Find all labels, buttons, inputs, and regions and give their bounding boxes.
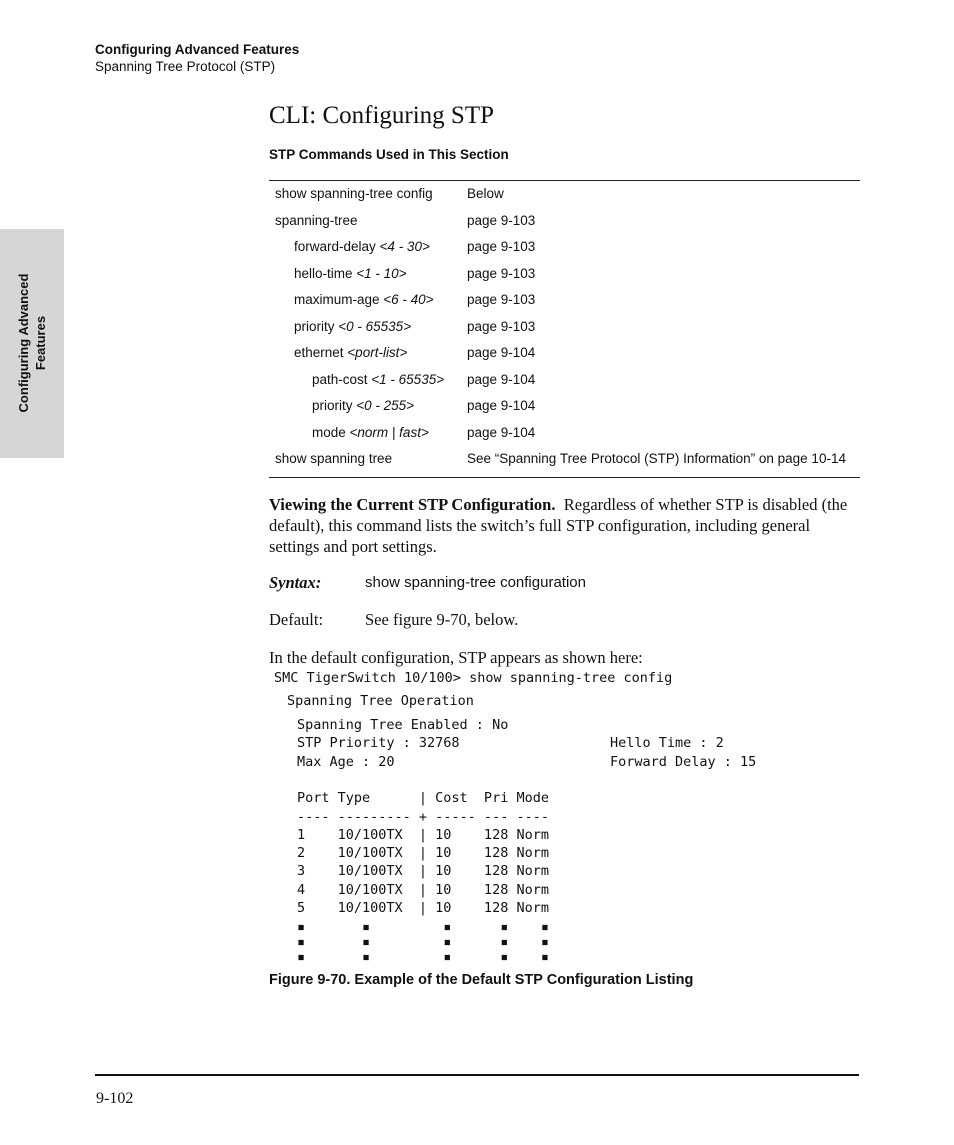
page-ref-cell: page 9-104 [467, 371, 536, 387]
page-ref-cell: page 9-103 [467, 212, 536, 228]
side-tab-text [15, 274, 49, 413]
command-name: maximum-age [294, 292, 384, 307]
command-cell [312, 425, 429, 440]
command-argument: <norm | fast> [349, 424, 429, 440]
cli-heading: Spanning Tree Operation [287, 693, 474, 709]
chapter-title: Configuring Advanced Features [95, 42, 300, 57]
table-row [269, 448, 860, 475]
command-cell [275, 451, 392, 466]
section-title: Spanning Tree Protocol (STP) [95, 59, 276, 74]
cli-ellipsis-row: ▪ ▪ ▪ ▪ ▪ [297, 934, 549, 950]
figure-caption: Figure 9-70. Example of the Default STP Configuration Listing [269, 972, 694, 988]
syntax-line [269, 573, 586, 593]
command-argument: <6 - 40> [383, 292, 434, 307]
command-name: priority [294, 318, 339, 334]
paragraph-body: Regardless of whether STP is disabled (the default), this command lists the switch’s full STP configuration, including general settings and port settings. [269, 495, 848, 556]
command-name: forward-delay [294, 239, 380, 254]
default-value: See figure 9-70, below. [365, 610, 519, 629]
default-label: Default: [269, 610, 324, 629]
command-cell [312, 372, 444, 387]
run-in-heading: Viewing the Current STP Configuration. [269, 495, 556, 514]
syntax-label: Syntax: [269, 573, 322, 592]
command-name: path-cost [312, 371, 372, 387]
table-row [269, 316, 860, 343]
command-cell [294, 345, 407, 360]
command-argument: <1 - 65535> [371, 371, 445, 387]
page-ref-cell: Below [467, 186, 504, 201]
viewing-paragraph [269, 494, 861, 557]
table-row [269, 183, 860, 210]
cli-port-row: 2 10/100TX | 10 128 Norm [297, 845, 549, 861]
cli-port-row: 1 10/100TX | 10 128 Norm [297, 827, 549, 843]
cli-enabled-line: Spanning Tree Enabled : No [297, 717, 509, 733]
command-argument: <4 - 30> [379, 239, 430, 254]
syntax-command: show spanning-tree configuration [365, 574, 586, 591]
table-row [269, 395, 860, 422]
intro-text: In the default configuration, STP appears as shown here: [269, 648, 643, 667]
cli-fwd-delay-line: Forward Delay : 15 [610, 754, 757, 770]
command-name: spanning-tree [275, 212, 358, 228]
cli-prompt: SMC TigerSwitch 10/100> show spanning-tree config [274, 670, 673, 686]
page-ref-cell: page 9-104 [467, 345, 536, 360]
command-name: ethernet [294, 345, 348, 360]
command-name: show spanning-tree config [275, 186, 433, 201]
command-cell [294, 319, 411, 334]
command-argument: <port-list> [347, 345, 408, 360]
cli-ellipsis-row: ▪ ▪ ▪ ▪ ▪ [297, 919, 549, 935]
command-name: mode [312, 424, 350, 440]
page-ref-cell: page 9-103 [467, 239, 536, 254]
page-number: 9-102 [96, 1090, 134, 1107]
table-row [269, 422, 860, 449]
cli-ellipsis-row: ▪ ▪ ▪ ▪ ▪ [297, 949, 549, 965]
page-title: CLI: Configuring STP [269, 102, 495, 129]
command-table [269, 180, 860, 478]
page-ref-cell: See “Spanning Tree Protocol (STP) Information” on page 10-14 [467, 451, 846, 466]
command-argument: <1 - 10> [356, 265, 407, 281]
page-ref-cell: page 9-103 [467, 292, 536, 307]
command-name: show spanning tree [275, 451, 393, 466]
table-caption: STP Commands Used in This Section [269, 147, 509, 162]
cli-hello-line: Hello Time : 2 [610, 735, 724, 751]
command-name: priority [312, 398, 357, 413]
cli-column-header: Port Type | Cost Pri Mode [297, 790, 549, 806]
page-ref-cell: page 9-104 [467, 398, 536, 413]
command-argument: <0 - 65535> [338, 318, 412, 334]
side-tab-line-2: Features [33, 315, 48, 371]
page-ref-cell: page 9-103 [467, 318, 536, 334]
table-row [269, 369, 860, 396]
table-row [269, 236, 860, 263]
cli-port-row: 5 10/100TX | 10 128 Norm [297, 900, 549, 916]
table-row [269, 289, 860, 316]
cli-priority-line: STP Priority : 32768 [297, 735, 460, 751]
table-row [269, 210, 860, 237]
command-cell [275, 213, 358, 228]
command-cell [312, 398, 414, 413]
default-line [269, 610, 519, 630]
side-tab-line-1: Configuring Advanced [16, 273, 31, 413]
cli-port-row: 3 10/100TX | 10 128 Norm [297, 863, 549, 879]
side-chapter-tab [0, 229, 64, 458]
cli-column-rule: ---- --------- + ----- --- ---- [297, 809, 549, 825]
command-cell [294, 239, 430, 254]
command-cell [294, 292, 434, 307]
cli-port-row: 4 10/100TX | 10 128 Norm [297, 882, 549, 898]
command-argument: <0 - 255> [356, 398, 415, 413]
page-ref-cell: page 9-103 [467, 265, 536, 281]
command-name: hello-time [294, 265, 357, 281]
footer-rule [95, 1074, 859, 1076]
command-cell [275, 186, 433, 201]
command-cell [294, 266, 407, 281]
cli-maxage-line: Max Age : 20 [297, 754, 395, 770]
running-header [95, 41, 299, 75]
table-row [269, 342, 860, 369]
page-ref-cell: page 9-104 [467, 424, 536, 440]
table-row [269, 263, 860, 290]
